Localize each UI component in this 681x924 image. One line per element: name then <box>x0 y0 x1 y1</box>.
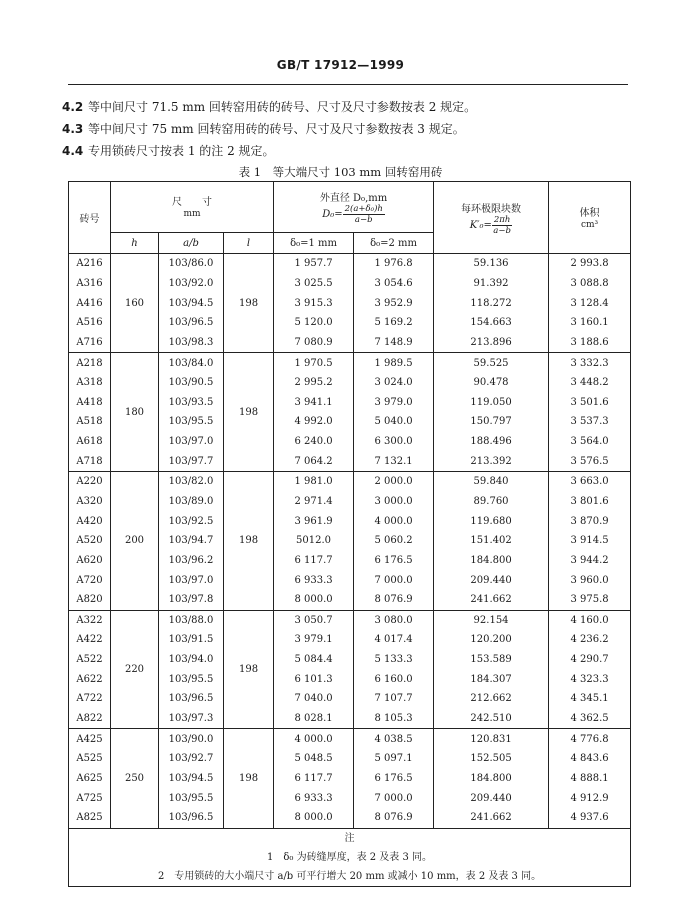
cell-ab: 103/95.5 <box>159 669 224 689</box>
cell-d0-delta2: 7 000.0 <box>354 788 434 808</box>
cell-ab: 103/96.2 <box>159 551 224 571</box>
cell-d0-delta2: 3 054.6 <box>354 274 434 294</box>
col-header-delta1: δ₀=1 mm <box>274 233 354 254</box>
table-row <box>69 254 631 274</box>
cell-d0-delta2: 6 160.0 <box>354 669 434 689</box>
cell-d0-delta2: 4 017.4 <box>354 630 434 650</box>
col-header-code: 砖号 <box>69 182 111 254</box>
size-unit: mm <box>183 209 201 219</box>
cell-k: 59.840 <box>434 472 549 492</box>
cell-code: A620 <box>69 551 111 571</box>
cell-ab: 103/97.3 <box>159 709 224 729</box>
cell-k: 241.662 <box>434 808 549 828</box>
clause-text: 等中间尺寸 71.5 mm 回转窑用砖的砖号、尺寸及尺寸参数按表 2 规定。 <box>88 100 477 114</box>
cell-d0-delta2: 8 105.3 <box>354 709 434 729</box>
cell-ab: 103/94.7 <box>159 531 224 551</box>
cell-code: A516 <box>69 313 111 333</box>
cell-k: 92.154 <box>434 610 549 630</box>
cell-d0-delta1: 6 240.0 <box>274 432 354 452</box>
cell-code: A218 <box>69 353 111 373</box>
col-header-delta2: δ₀=2 mm <box>354 233 434 254</box>
cell-ab: 103/94.0 <box>159 650 224 670</box>
d0-formula-numerator: 2(a+δ₀)h <box>344 204 383 214</box>
cell-d0-delta1: 3 050.7 <box>274 610 354 630</box>
cell-ab: 103/95.5 <box>159 412 224 432</box>
cell-k: 188.496 <box>434 432 549 452</box>
cell-k: 212.662 <box>434 689 549 709</box>
cell-d0-delta2: 3 080.0 <box>354 610 434 630</box>
cell-volume: 4 362.5 <box>549 709 631 729</box>
cell-d0-delta2: 6 176.5 <box>354 769 434 789</box>
table-body <box>69 254 631 829</box>
cell-k: 153.589 <box>434 650 549 670</box>
col-header-size <box>111 182 274 233</box>
cell-d0-delta2: 6 176.5 <box>354 551 434 571</box>
cell-ab: 103/96.5 <box>159 808 224 828</box>
cell-volume: 3 160.1 <box>549 313 631 333</box>
cell-volume: 4 888.1 <box>549 769 631 789</box>
cell-code: A416 <box>69 293 111 313</box>
cell-ab: 103/92.0 <box>159 274 224 294</box>
size-title: 尺 寸 <box>172 197 213 208</box>
cell-code: A825 <box>69 808 111 828</box>
cell-d0-delta1: 8 000.0 <box>274 590 354 610</box>
cell-d0-delta1: 3 961.9 <box>274 511 354 531</box>
cell-ab: 103/84.0 <box>159 353 224 373</box>
clause-4-3 <box>62 120 465 137</box>
clause-number: 4.3 <box>62 122 84 136</box>
k-formula-lhs: K′₀= <box>469 219 492 231</box>
cell-d0-delta1: 4 000.0 <box>274 729 354 749</box>
cell-d0-delta2: 5 133.3 <box>354 650 434 670</box>
cell-code: A425 <box>69 729 111 749</box>
cell-d0-delta2: 7 132.1 <box>354 451 434 471</box>
cell-d0-delta2: 5 097.1 <box>354 749 434 769</box>
cell-d0-delta2: 3 979.0 <box>354 392 434 412</box>
d0-formula <box>274 204 433 225</box>
cell-volume: 3 801.6 <box>549 492 631 512</box>
cell-ab: 103/86.0 <box>159 254 224 274</box>
cell-d0-delta1: 4 992.0 <box>274 412 354 432</box>
cell-ab: 103/97.7 <box>159 451 224 471</box>
brick-table <box>68 181 631 887</box>
cell-k: 184.800 <box>434 769 549 789</box>
cell-volume: 3 332.3 <box>549 353 631 373</box>
cell-ab: 103/91.5 <box>159 630 224 650</box>
cell-volume: 4 912.9 <box>549 788 631 808</box>
note-2: 2 专用锁砖的大小端尺寸 a/b 可平行增大 20 mm 或减小 10 mm，表 2 及表 3 同。 <box>157 870 542 882</box>
cell-volume: 4 776.8 <box>549 729 631 749</box>
cell-k: 209.440 <box>434 788 549 808</box>
cell-l: 198 <box>224 353 274 472</box>
cell-ab: 103/97.0 <box>159 570 224 590</box>
cell-code: A316 <box>69 274 111 294</box>
notes-title: 注 <box>344 832 355 844</box>
cell-volume: 3 188.6 <box>549 333 631 353</box>
cell-h: 250 <box>111 729 159 828</box>
document-header: GB/T 17912—1999 <box>276 58 405 72</box>
cell-code: A322 <box>69 610 111 630</box>
cell-d0-delta2: 7 000.0 <box>354 570 434 590</box>
cell-d0-delta2: 3 000.0 <box>354 492 434 512</box>
cell-volume: 2 993.8 <box>549 254 631 274</box>
cell-d0-delta1: 6 117.7 <box>274 551 354 571</box>
cell-code: A822 <box>69 709 111 729</box>
volume-title: 体积 <box>579 207 600 219</box>
cell-volume: 4 345.1 <box>549 689 631 709</box>
cell-d0-delta1: 6 101.3 <box>274 669 354 689</box>
cell-ab: 103/94.5 <box>159 769 224 789</box>
cell-d0-delta1: 6 933.3 <box>274 570 354 590</box>
cell-code: A422 <box>69 630 111 650</box>
cell-code: A618 <box>69 432 111 452</box>
cell-d0-delta2: 1 989.5 <box>354 353 434 373</box>
cell-k: 184.307 <box>434 669 549 689</box>
cell-h: 220 <box>111 610 159 729</box>
col-header-h: h <box>111 233 159 254</box>
cell-code: A216 <box>69 254 111 274</box>
clause-text: 等中间尺寸 75 mm 回转窑用砖的砖号、尺寸及尺寸参数按表 3 规定。 <box>88 122 465 136</box>
cell-d0-delta2: 4 000.0 <box>354 511 434 531</box>
cell-d0-delta1: 1 970.5 <box>274 353 354 373</box>
cell-volume: 3 564.0 <box>549 432 631 452</box>
cell-ab: 103/94.5 <box>159 293 224 313</box>
cell-ab: 103/98.3 <box>159 333 224 353</box>
cell-k: 89.760 <box>434 492 549 512</box>
cell-ab: 103/97.8 <box>159 590 224 610</box>
cell-volume: 3 448.2 <box>549 373 631 393</box>
cell-code: A220 <box>69 472 111 492</box>
cell-code: A320 <box>69 492 111 512</box>
cell-l: 198 <box>224 254 274 353</box>
cell-d0-delta2: 4 038.5 <box>354 729 434 749</box>
col-header-volume <box>549 182 631 254</box>
cell-volume: 3 975.8 <box>549 590 631 610</box>
cell-code: A525 <box>69 749 111 769</box>
clause-number: 4.4 <box>62 144 84 158</box>
cell-code: A522 <box>69 650 111 670</box>
cell-ab: 103/92.7 <box>159 749 224 769</box>
cell-k: 209.440 <box>434 570 549 590</box>
cell-volume: 4 937.6 <box>549 808 631 828</box>
cell-volume: 3 663.0 <box>549 472 631 492</box>
col-header-k <box>434 182 549 254</box>
cell-d0-delta2: 3 952.9 <box>354 293 434 313</box>
cell-k: 119.680 <box>434 511 549 531</box>
cell-d0-delta2: 7 148.9 <box>354 333 434 353</box>
clause-text: 专用锁砖尺寸按表 1 的注 2 规定。 <box>88 144 275 158</box>
cell-k: 120.200 <box>434 630 549 650</box>
cell-volume: 3 501.6 <box>549 392 631 412</box>
cell-volume: 3 870.9 <box>549 511 631 531</box>
clause-4-4 <box>62 142 275 159</box>
cell-code: A718 <box>69 451 111 471</box>
table-caption: 表 1 等大端尺寸 103 mm 回转窑用砖 <box>238 165 443 179</box>
cell-l: 198 <box>224 729 274 828</box>
cell-code: A722 <box>69 689 111 709</box>
cell-d0-delta1: 1 981.0 <box>274 472 354 492</box>
cell-ab: 103/95.5 <box>159 788 224 808</box>
table-row <box>69 353 631 373</box>
table-row <box>69 729 631 749</box>
cell-l: 198 <box>224 472 274 610</box>
cell-d0-delta1: 8 028.1 <box>274 709 354 729</box>
cell-k: 184.800 <box>434 551 549 571</box>
cell-ab: 103/90.5 <box>159 373 224 393</box>
cell-volume: 4 290.7 <box>549 650 631 670</box>
cell-d0-delta1: 5 084.4 <box>274 650 354 670</box>
cell-k: 213.896 <box>434 333 549 353</box>
cell-d0-delta2: 8 076.9 <box>354 590 434 610</box>
cell-d0-delta1: 5 120.0 <box>274 313 354 333</box>
cell-k: 150.797 <box>434 412 549 432</box>
cell-code: A418 <box>69 392 111 412</box>
cell-k: 59.525 <box>434 353 549 373</box>
cell-d0-delta1: 1 957.7 <box>274 254 354 274</box>
cell-d0-delta1: 3 941.1 <box>274 392 354 412</box>
cell-d0-delta2: 5 060.2 <box>354 531 434 551</box>
cell-code: A318 <box>69 373 111 393</box>
d0-formula-lhs: D₀= <box>322 209 343 220</box>
cell-ab: 103/96.5 <box>159 313 224 333</box>
cell-k: 154.663 <box>434 313 549 333</box>
cell-code: A820 <box>69 590 111 610</box>
d0-formula-denominator: a−b <box>354 215 373 225</box>
table-row <box>69 472 631 492</box>
cell-d0-delta1: 8 000.0 <box>274 808 354 828</box>
cell-d0-delta1: 6 117.7 <box>274 769 354 789</box>
cell-d0-delta2: 8 076.9 <box>354 808 434 828</box>
cell-code: A520 <box>69 531 111 551</box>
cell-d0-delta1: 2 995.2 <box>274 373 354 393</box>
cell-d0-delta1: 7 080.9 <box>274 333 354 353</box>
cell-volume: 3 128.4 <box>549 293 631 313</box>
cell-volume: 4 843.6 <box>549 749 631 769</box>
cell-k: 151.402 <box>434 531 549 551</box>
cell-volume: 3 088.8 <box>549 274 631 294</box>
cell-d0-delta2: 5 040.0 <box>354 412 434 432</box>
volume-unit: cm³ <box>580 219 599 230</box>
cell-l: 198 <box>224 610 274 729</box>
cell-d0-delta1: 5012.0 <box>274 531 354 551</box>
cell-volume: 3 960.0 <box>549 570 631 590</box>
cell-ab: 103/97.0 <box>159 432 224 452</box>
cell-volume: 4 323.3 <box>549 669 631 689</box>
header-rule <box>68 84 628 85</box>
cell-ab: 103/93.5 <box>159 392 224 412</box>
cell-h: 180 <box>111 353 159 472</box>
cell-k: 118.272 <box>434 293 549 313</box>
col-header-ab: a/b <box>159 233 224 254</box>
cell-d0-delta1: 3 979.1 <box>274 630 354 650</box>
cell-code: A725 <box>69 788 111 808</box>
cell-h: 200 <box>111 472 159 610</box>
cell-k: 241.662 <box>434 590 549 610</box>
cell-k: 120.831 <box>434 729 549 749</box>
k-formula <box>434 215 548 236</box>
cell-k: 119.050 <box>434 392 549 412</box>
cell-volume: 3 576.5 <box>549 451 631 471</box>
cell-code: A716 <box>69 333 111 353</box>
clause-number: 4.2 <box>62 100 84 114</box>
cell-d0-delta1: 7 040.0 <box>274 689 354 709</box>
cell-d0-delta1: 5 048.5 <box>274 749 354 769</box>
d0-title: 外直径 D₀,mm <box>319 193 388 204</box>
cell-d0-delta1: 3 915.3 <box>274 293 354 313</box>
cell-d0-delta1: 3 025.5 <box>274 274 354 294</box>
note-1: 1 δ₀ 为砖缝厚度，表 2 及表 3 同。 <box>267 851 433 863</box>
cell-ab: 103/90.0 <box>159 729 224 749</box>
cell-d0-delta2: 5 169.2 <box>354 313 434 333</box>
cell-k: 90.478 <box>434 373 549 393</box>
k-formula-numerator: 2πh <box>493 214 511 225</box>
cell-ab: 103/92.5 <box>159 511 224 531</box>
cell-k: 59.136 <box>434 254 549 274</box>
cell-ab: 103/89.0 <box>159 492 224 512</box>
cell-k: 91.392 <box>434 274 549 294</box>
cell-d0-delta2: 2 000.0 <box>354 472 434 492</box>
cell-volume: 4 160.0 <box>549 610 631 630</box>
col-header-l: l <box>224 233 274 254</box>
cell-code: A420 <box>69 511 111 531</box>
cell-code: A622 <box>69 669 111 689</box>
cell-d0-delta1: 2 971.4 <box>274 492 354 512</box>
cell-ab: 103/96.5 <box>159 689 224 709</box>
cell-d0-delta2: 6 300.0 <box>354 432 434 452</box>
cell-code: A518 <box>69 412 111 432</box>
col-header-d0 <box>274 182 434 233</box>
cell-d0-delta2: 3 024.0 <box>354 373 434 393</box>
cell-volume: 3 914.5 <box>549 531 631 551</box>
k-formula-denominator: a−b <box>493 225 511 236</box>
cell-d0-delta2: 7 107.7 <box>354 689 434 709</box>
cell-volume: 3 944.2 <box>549 551 631 571</box>
cell-ab: 103/82.0 <box>159 472 224 492</box>
table-notes <box>69 828 631 886</box>
cell-ab: 103/88.0 <box>159 610 224 630</box>
cell-k: 213.392 <box>434 451 549 471</box>
cell-volume: 4 236.2 <box>549 630 631 650</box>
cell-k: 242.510 <box>434 709 549 729</box>
cell-k: 152.505 <box>434 749 549 769</box>
table-row <box>69 610 631 630</box>
cell-d0-delta1: 7 064.2 <box>274 451 354 471</box>
k-title: 每环极限块数 <box>461 203 522 215</box>
cell-code: A625 <box>69 769 111 789</box>
clause-4-2 <box>62 98 476 115</box>
cell-d0-delta1: 6 933.3 <box>274 788 354 808</box>
cell-code: A720 <box>69 570 111 590</box>
cell-d0-delta2: 1 976.8 <box>354 254 434 274</box>
cell-volume: 3 537.3 <box>549 412 631 432</box>
cell-h: 160 <box>111 254 159 353</box>
